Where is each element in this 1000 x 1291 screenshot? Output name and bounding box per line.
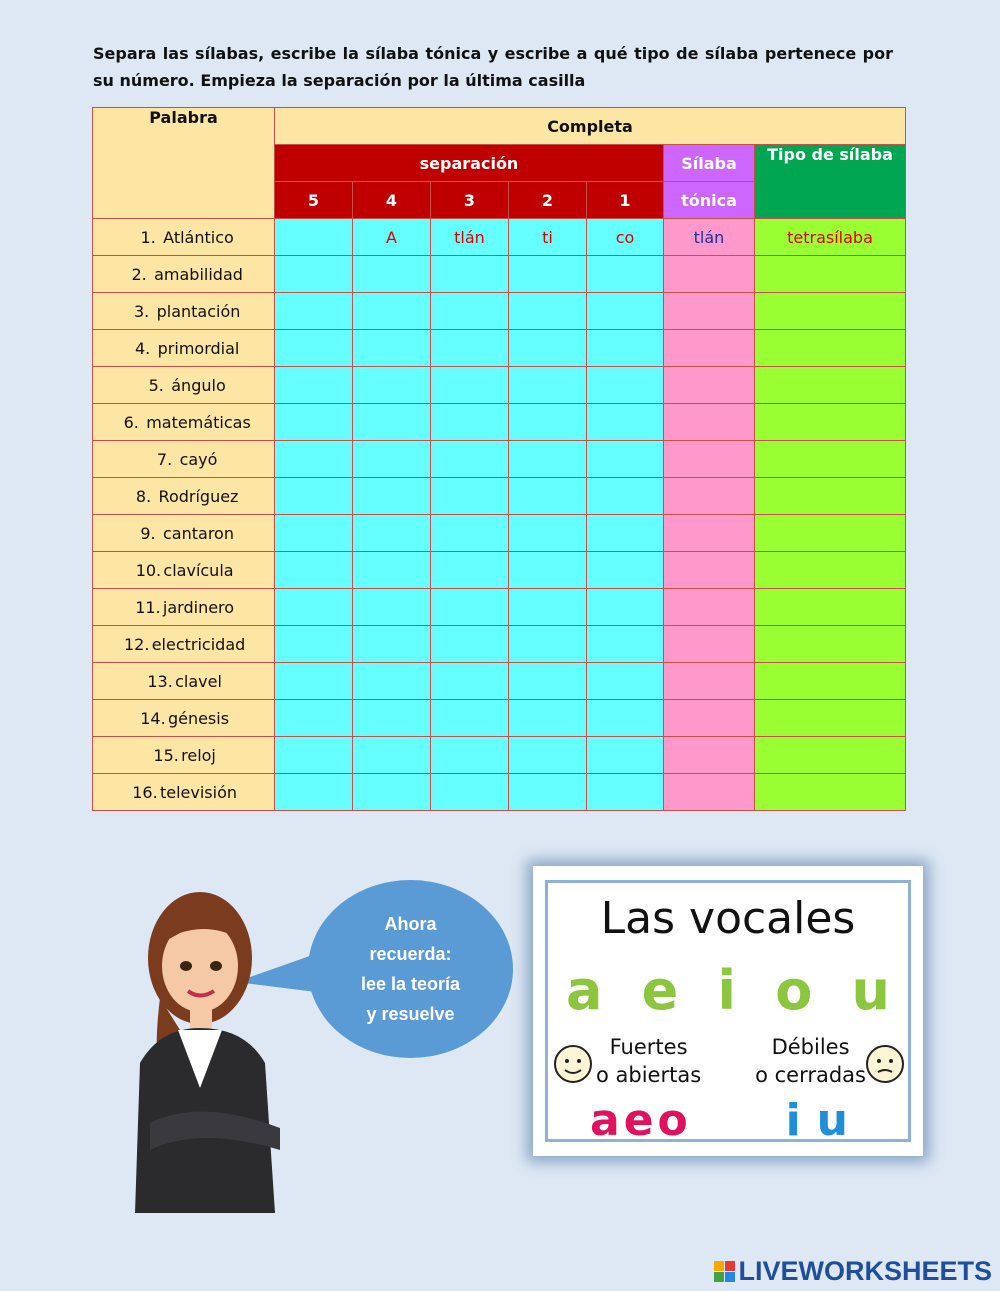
syllable-5-input[interactable] (275, 552, 353, 589)
syllable-4-input[interactable] (353, 367, 431, 404)
syllable-2-input[interactable] (509, 367, 587, 404)
syllable-3-input[interactable] (431, 737, 509, 774)
weak-vowels: iu (785, 1095, 864, 1146)
word-cell (93, 478, 275, 515)
table-row (93, 774, 906, 811)
liveworksheets-brand: LIVEWORKSHEETS (738, 1256, 992, 1286)
header-silaba-line1: Sílaba (664, 145, 755, 182)
syllable-5-input[interactable] (275, 737, 353, 774)
vowels-row (566, 959, 890, 1022)
syllable-5-input[interactable] (275, 367, 353, 404)
word-label: Atlántico (163, 227, 234, 247)
weak-vowels-label (755, 1033, 866, 1089)
word-number: 15. (153, 745, 179, 765)
syllable-type-input[interactable] (755, 441, 906, 478)
syllable-5-input[interactable] (275, 256, 353, 293)
table-row (93, 663, 906, 700)
vowels-title: Las vocales (600, 893, 856, 944)
strong-label-line1: Fuertes (609, 1035, 688, 1059)
syllable-2-input[interactable] (509, 700, 587, 737)
word-label: clavel (175, 671, 222, 691)
syllable-4-input[interactable] (353, 293, 431, 330)
speech-bubble (308, 880, 513, 1058)
tonic-syllable-input[interactable] (664, 256, 755, 293)
syllable-4-input[interactable] (353, 552, 431, 589)
syllable-type-input[interactable] (755, 330, 906, 367)
header-completa: Completa (275, 108, 906, 145)
syllable-1-input[interactable] (587, 737, 664, 774)
syllable-3-input[interactable] (431, 441, 509, 478)
table-row (93, 293, 906, 330)
syllable-type-input[interactable] (755, 478, 906, 515)
syllable-type-input[interactable] (755, 293, 906, 330)
word-cell (93, 367, 275, 404)
syllable-2-input[interactable] (509, 256, 587, 293)
word-label: electricidad (151, 634, 246, 654)
word-number: 7. (156, 449, 173, 469)
vowel-u: u (851, 959, 890, 1022)
syllable-3-input[interactable] (431, 589, 509, 626)
tonic-syllable-input[interactable] (664, 478, 755, 515)
vowels-card (533, 866, 923, 1156)
syllable-3-input[interactable] (431, 293, 509, 330)
syllable-3-input[interactable] (431, 404, 509, 441)
word-label: reloj (181, 745, 216, 765)
word-label: amabilidad (154, 264, 243, 284)
column-number-2: 2 (509, 182, 587, 219)
syllable-3-input[interactable] (431, 515, 509, 552)
syllable-type-input[interactable] (755, 256, 906, 293)
syllable-1-input[interactable] (587, 330, 664, 367)
word-number: 4. (135, 338, 151, 358)
syllable-type-input[interactable] (755, 589, 906, 626)
syllable-5-input[interactable] (275, 330, 353, 367)
syllable-3-input[interactable] (431, 774, 509, 811)
tonic-syllable-input[interactable] (664, 774, 755, 811)
syllable-4-cell: A (353, 219, 431, 256)
word-number: 9. (140, 523, 156, 543)
bubble-line-2: recuerda: (369, 944, 452, 964)
word-label: Rodríguez (158, 486, 239, 506)
syllable-type-input[interactable] (755, 737, 906, 774)
table-row (93, 441, 906, 478)
syllable-type-input[interactable] (755, 774, 906, 811)
word-number: 2. (131, 264, 147, 284)
column-number-3: 3 (431, 182, 509, 219)
syllable-4-input[interactable] (353, 589, 431, 626)
word-number: 8. (135, 486, 152, 506)
word-label: primordial (157, 338, 240, 358)
column-number-5: 5 (275, 182, 353, 219)
syllable-3-input[interactable] (431, 256, 509, 293)
syllable-type-input[interactable] (755, 700, 906, 737)
table-row (93, 515, 906, 552)
word-cell (93, 330, 275, 367)
syllable-1-cell: co (587, 219, 664, 256)
syllable-4-input[interactable] (353, 404, 431, 441)
word-label: clavícula (163, 560, 234, 580)
syllable-2-input[interactable] (509, 515, 587, 552)
syllable-4-input[interactable] (353, 700, 431, 737)
column-number-1: 1 (587, 182, 664, 219)
word-number: 3. (133, 301, 150, 321)
vowel-i: i (717, 959, 736, 1022)
syllable-4-input[interactable] (353, 774, 431, 811)
syllable-1-input[interactable] (587, 256, 664, 293)
table-row (93, 256, 906, 293)
tonic-syllable-input[interactable] (664, 404, 755, 441)
strong-face-icon (552, 1043, 594, 1085)
word-cell (93, 774, 275, 811)
word-number: 1. (140, 227, 156, 247)
tonic-syllable-input[interactable] (664, 700, 755, 737)
tonic-syllable-input[interactable] (664, 367, 755, 404)
syllable-type-input[interactable] (755, 367, 906, 404)
word-cell (93, 552, 275, 589)
tonic-syllable-input[interactable] (664, 293, 755, 330)
syllable-2-input[interactable] (509, 589, 587, 626)
tonic-syllable-input[interactable] (664, 330, 755, 367)
word-cell (93, 515, 275, 552)
weak-label-line1: Débiles (771, 1035, 850, 1059)
table-row (93, 404, 906, 441)
header-silaba-line2: tónica (664, 182, 755, 219)
word-number: 13. (147, 671, 173, 691)
strong-label-line2: o abiertas (596, 1063, 702, 1087)
table-row (93, 552, 906, 589)
syllable-5-input[interactable] (275, 626, 353, 663)
header-tipo-silaba: Tipo de sílaba (755, 145, 906, 219)
syllable-3-input[interactable] (431, 367, 509, 404)
syllable-5-input[interactable] (275, 700, 353, 737)
teacher-illustration (120, 888, 300, 1213)
header-palabra: Palabra (93, 108, 275, 219)
vowel-e: e (641, 959, 679, 1022)
syllable-1-input[interactable] (587, 700, 664, 737)
syllable-3-cell: tlán (431, 219, 509, 256)
syllable-2-input[interactable] (509, 774, 587, 811)
syllable-1-input[interactable] (587, 552, 664, 589)
bubble-line-1: Ahora (384, 914, 437, 934)
syllable-5-input[interactable] (275, 774, 353, 811)
instructions-text: Separa las sílabas, escribe la sílaba tónica y escribe a qué tipo de sílaba pertenece por su número. Empieza la separación por la última casilla (93, 44, 893, 90)
bubble-line-3: lee la teoría (360, 974, 461, 994)
syllable-5-input[interactable] (275, 589, 353, 626)
syllable-2-input[interactable] (509, 441, 587, 478)
word-number: 11. (135, 597, 161, 617)
syllable-table (92, 107, 906, 811)
syllable-type-cell: tetrasílaba (755, 219, 906, 256)
syllable-1-input[interactable] (587, 293, 664, 330)
syllable-2-input[interactable] (509, 663, 587, 700)
syllable-4-input[interactable] (353, 515, 431, 552)
syllable-5-input[interactable] (275, 663, 353, 700)
syllable-1-input[interactable] (587, 367, 664, 404)
word-number: 14. (140, 708, 166, 728)
word-number: 6. (123, 412, 139, 432)
table-row (93, 700, 906, 737)
syllable-type-input[interactable] (755, 552, 906, 589)
syllable-5-cell (275, 219, 353, 256)
syllable-2-input[interactable] (509, 626, 587, 663)
tonic-syllable-cell: tlán (664, 219, 755, 256)
strong-vowels-label (596, 1033, 701, 1089)
word-cell (93, 293, 275, 330)
vowel-a: a (566, 959, 603, 1022)
syllable-1-input[interactable] (587, 663, 664, 700)
syllable-1-input[interactable] (587, 441, 664, 478)
syllable-2-input[interactable] (509, 404, 587, 441)
word-number: 12. (123, 634, 150, 654)
syllable-type-input[interactable] (755, 663, 906, 700)
syllable-3-input[interactable] (431, 552, 509, 589)
word-label: cayó (179, 449, 218, 469)
syllable-4-input[interactable] (353, 256, 431, 293)
weak-label-line2: o cerradas (755, 1063, 866, 1087)
table-row (93, 478, 906, 515)
word-label: jardinero (162, 597, 235, 617)
word-cell (93, 256, 275, 293)
example-row (93, 219, 906, 256)
word-cell (93, 737, 275, 774)
word-number: 16. (132, 782, 158, 802)
syllable-1-input[interactable] (587, 515, 664, 552)
table-row (93, 367, 906, 404)
syllable-type-input[interactable] (755, 404, 906, 441)
syllable-type-input[interactable] (755, 626, 906, 663)
syllable-3-input[interactable] (431, 478, 509, 515)
syllable-5-input[interactable] (275, 293, 353, 330)
word-cell (93, 626, 275, 663)
word-cell (93, 441, 275, 478)
syllable-4-input[interactable] (353, 663, 431, 700)
syllable-1-input[interactable] (587, 626, 664, 663)
syllable-5-input[interactable] (275, 404, 353, 441)
word-label: plantación (156, 301, 241, 321)
word-label: matemáticas (146, 412, 251, 432)
syllable-3-input[interactable] (431, 330, 509, 367)
syllable-4-input[interactable] (353, 478, 431, 515)
table-row (93, 589, 906, 626)
syllable-1-input[interactable] (587, 774, 664, 811)
strong-vowels: aeo (590, 1095, 692, 1146)
syllable-2-input[interactable] (509, 737, 587, 774)
word-label: cantaron (163, 523, 234, 543)
example-word-cell (93, 219, 275, 256)
tonic-syllable-input[interactable] (664, 441, 755, 478)
syllable-5-input[interactable] (275, 478, 353, 515)
word-label: génesis (167, 708, 230, 728)
header-separacion: separación (275, 145, 664, 182)
tonic-syllable-input[interactable] (664, 737, 755, 774)
table-row (93, 737, 906, 774)
word-cell (93, 700, 275, 737)
table-row (93, 330, 906, 367)
column-number-4: 4 (353, 182, 431, 219)
word-number: 5. (148, 375, 164, 395)
tonic-syllable-input[interactable] (664, 552, 755, 589)
word-cell (93, 663, 275, 700)
syllable-type-input[interactable] (755, 515, 906, 552)
table-row (93, 626, 906, 663)
syllable-4-input[interactable] (353, 626, 431, 663)
syllable-4-input[interactable] (353, 330, 431, 367)
syllable-4-input[interactable] (353, 441, 431, 478)
tonic-syllable-input[interactable] (664, 589, 755, 626)
syllable-5-input[interactable] (275, 441, 353, 478)
syllable-2-input[interactable] (509, 330, 587, 367)
syllable-2-input[interactable] (509, 293, 587, 330)
word-number: 10. (135, 560, 162, 580)
liveworksheets-icon (714, 1261, 735, 1282)
tonic-syllable-input[interactable] (664, 663, 755, 700)
syllable-1-input[interactable] (587, 589, 664, 626)
syllable-4-input[interactable] (353, 737, 431, 774)
bubble-line-4: y resuelve (366, 1004, 455, 1024)
syllable-1-input[interactable] (587, 404, 664, 441)
vowels-card-frame (545, 880, 911, 1146)
word-cell (93, 589, 275, 626)
syllable-3-input[interactable] (431, 626, 509, 663)
syllable-5-input[interactable] (275, 515, 353, 552)
syllable-2-input[interactable] (509, 478, 587, 515)
syllable-2-cell: ti (509, 219, 587, 256)
vowel-o: o (775, 959, 813, 1022)
syllable-3-input[interactable] (431, 663, 509, 700)
syllable-2-input[interactable] (509, 552, 587, 589)
weak-face-icon (864, 1043, 906, 1085)
word-label: ángulo (171, 375, 226, 395)
syllable-1-input[interactable] (587, 478, 664, 515)
word-label: televisión (159, 782, 238, 802)
syllable-3-input[interactable] (431, 700, 509, 737)
word-cell (93, 404, 275, 441)
liveworksheets-logo[interactable] (714, 1256, 992, 1287)
tonic-syllable-input[interactable] (664, 626, 755, 663)
tonic-syllable-input[interactable] (664, 515, 755, 552)
